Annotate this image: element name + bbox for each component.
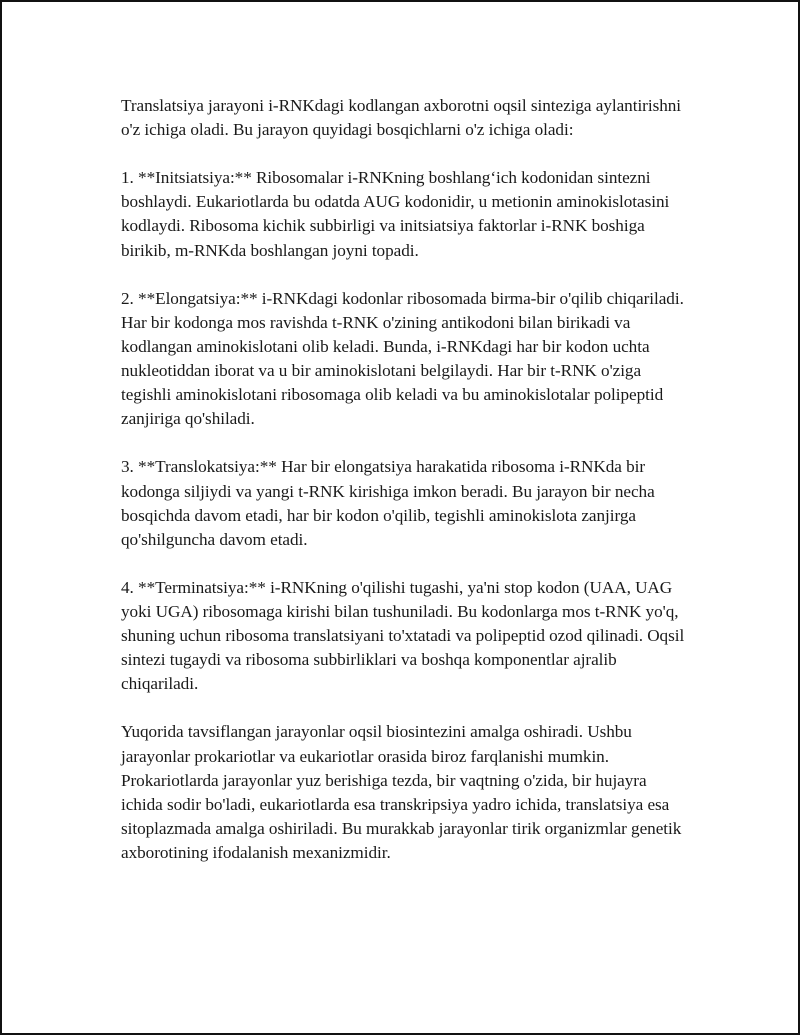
conclusion-paragraph: Yuqorida tavsiflangan jarayonlar oqsil biosintezini amalga oshiradi. Ushbu jarayonlar prokariotlar va eukariotlar orasida biroz farqlanishi mumkin. Prokariotlarda jarayonlar yuz berishiga tezda, bir vaqtning o'zida, bir hujayra ichida sodir bo'ladi, eukariotlarda esa transkripsiya yadro ichida, translatsiya esa sitoplazmada amalga oshiriladi. Bu murakkab jarayonlar tirik organizmlar genetik axborotining ifodalanish mexanizmidir.	[121, 722, 682, 862]
step-initiation-paragraph: 1. **Initsiatsiya:** Ribosomalar i-RNKning boshlang‘ich kodonidan sintezni boshlaydi. Eukariotlarda bu odatda AUG kodonidir, u metionin aminokislotasini kodlaydi. Ribosoma kichik subbirligi va initsiatsiya faktorlar i-RNK boshiga birikib, m-RNKda boshlangan joyni topadi.	[121, 168, 670, 260]
intro-paragraph: Translatsiya jarayoni i-RNKdagi kodlangan axborotni oqsil sinteziga aylantirishni o'z ichiga oladi. Bu jarayon quyidagi bosqichlarni o'z ichiga oladi:	[121, 96, 682, 140]
document-body	[121, 94, 691, 865]
step-translocation-paragraph: 3. **Translokatsiya:** Har bir elongatsiya harakatida ribosoma i-RNKda bir kodonga siljiydi va yangi t-RNK kirishiga imkon beradi. Bu jarayon bir necha bosqichda davom etadi, har bir kodon o'qilib, tegishli aminokislota zanjirga qo'shilguncha davom etadi.	[121, 457, 655, 549]
step-elongation-paragraph: 2. **Elongatsiya:** i-RNKdagi kodonlar ribosomada birma-bir o'qilib chiqariladi. Har bir kodonga mos ravishda t-RNK o'zining antikodoni bilan birikadi va kodlangan aminokislotani olib keladi. Bunda, i-RNKdagi har bir kodon uchta nukleotiddan iborat va u bir aminokislotani belgilaydi. Har bir t-RNK o'ziga tegishli aminokislotani ribosomaga olib keladi va bu aminokislotalar polipeptid zanjiriga qo'shiladi.	[121, 288, 684, 429]
step-termination-paragraph: 4. **Terminatsiya:** i-RNKning o'qilishi tugashi, ya'ni stop kodon (UAA, UAG yoki UGA) ribosomaga kirishi bilan tushuniladi. Bu kodonlarga mos t-RNK yo'q, shuning uchun ribosoma translatsiyani to'xtatadi va polipeptid ozod qilinadi. Oqsil sintezi tugaydi va ribosoma subbirliklari va boshqa komponentlar ajralib chiqariladi.	[121, 577, 685, 694]
